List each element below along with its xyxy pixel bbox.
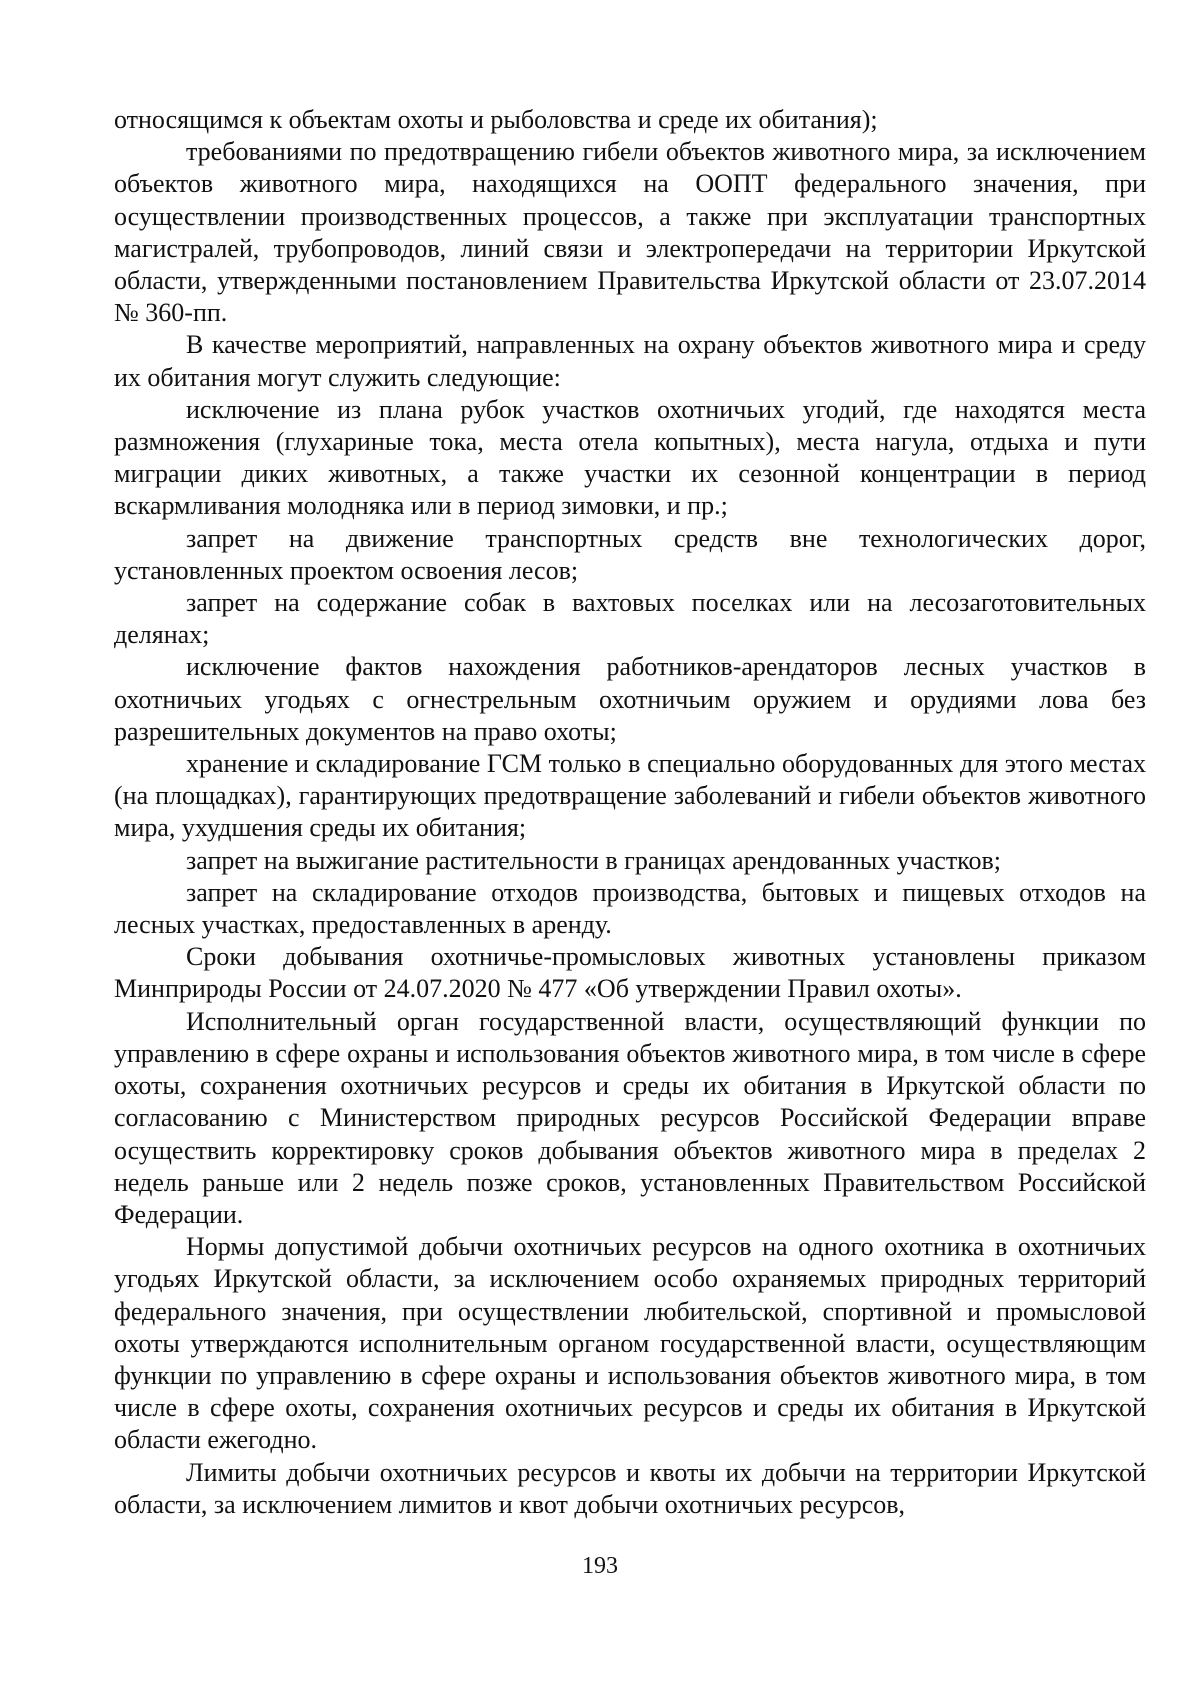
paragraph-4: исключение из плана рубок участков охотничьих угодий, где находятся места размножения (глухариные тока, места отела копытных), места нагула, отдыха и пути миграции диких животных, а также участки их сезонной концентрации в период вскармливания молодняка или в период зимовки, и пр.; — [114, 394, 1146, 521]
paragraph-12: Исполнительный орган государственной власти, осуществляющий функции по управлению в сфере охраны и использования объектов животного мира, в том числе в сфере охоты, сохранения охотничьих ресурсов и среды их обитания в Иркутской области по согласованию с Министерством природных ресурсов Российской Федерации вправе осуществить корректировку сроков добывания объектов животного мира в пределах 2 недель раньше или 2 недель позже сроков, установленных Правительством Российской Федерации. — [114, 1006, 1146, 1229]
paragraph-3: В качестве мероприятий, направленных на охрану объектов животного мира и среду их обитания могут служить следующие: — [114, 330, 1146, 392]
paragraph-9: запрет на выжигание растительности в границах арендованных участков; — [186, 845, 1001, 875]
paragraph-6: запрет на содержание собак в вахтовых поселках или на лесозаготовительных делянах; — [114, 588, 1146, 650]
paragraph-13: Нормы допустимой добычи охотничьих ресурсов на одного охотника в охотничьих угодьях Иркутской области, за исключением особо охраняемых природных территорий федерального значения, при осуществлении любительской, спортивной и промысловой охоты утверждаются исполнительным органом государственной власти, осуществляющим функции по управлению в сфере охраны и использования объектов животного мира, в том числе в сфере охоты, сохранения охотничьих ресурсов и среды их обитания в Иркутской области ежегодно. — [114, 1232, 1146, 1455]
paragraph-11: Сроки добывания охотничье-промысловых животных установлены приказом Минприроды России от 24.07.2020 № 477 «Об утверждении Правил охоты». — [114, 942, 1146, 1004]
paragraph-8: хранение и складирование ГСМ только в специально оборудованных для этого местах (на площадках), гарантирующих предотвращение заболеваний и гибели объектов животного мира, ухудшения среды их обитания; — [114, 749, 1146, 843]
paragraph-7: исключение фактов нахождения работников-арендаторов лесных участков в охотничьих угодьях с огнестрельным охотничьим оружием и орудиями лова без разрешительных документов на право охоты; — [114, 652, 1146, 746]
paragraph-14: Лимиты добычи охотничьих ресурсов и квоты их добычи на территории Иркутской области, за исключением лимитов и квот добычи охотничьих ресурсов, — [114, 1457, 1146, 1519]
document-body — [114, 104, 1146, 1521]
page-number: 193 — [582, 1553, 618, 1579]
paragraph-10: запрет на складирование отходов производства, бытовых и пищевых отходов на лесных участках, предоставленных в аренду. — [114, 877, 1146, 940]
paragraph-5: запрет на движение транспортных средств вне технологических дорог, установленных проектом освоения лесов; — [114, 523, 1146, 585]
paragraph-2: требованиями по предотвращению гибели объектов животного мира, за исключением объектов животного мира, находящихся на ООПТ федерального значения, при осуществлении производственных процессов, а также при эксплуатации транспортных магистралей, трубопроводов, линий связи и электропередачи на территории Иркутской области, утвержденными постановлением Правительства Иркутской области от 23.07.2014 № 360-пп. — [114, 137, 1146, 328]
paragraph-1: относящимся к объектам охоты и рыболовства и среде их обитания); — [114, 105, 878, 134]
